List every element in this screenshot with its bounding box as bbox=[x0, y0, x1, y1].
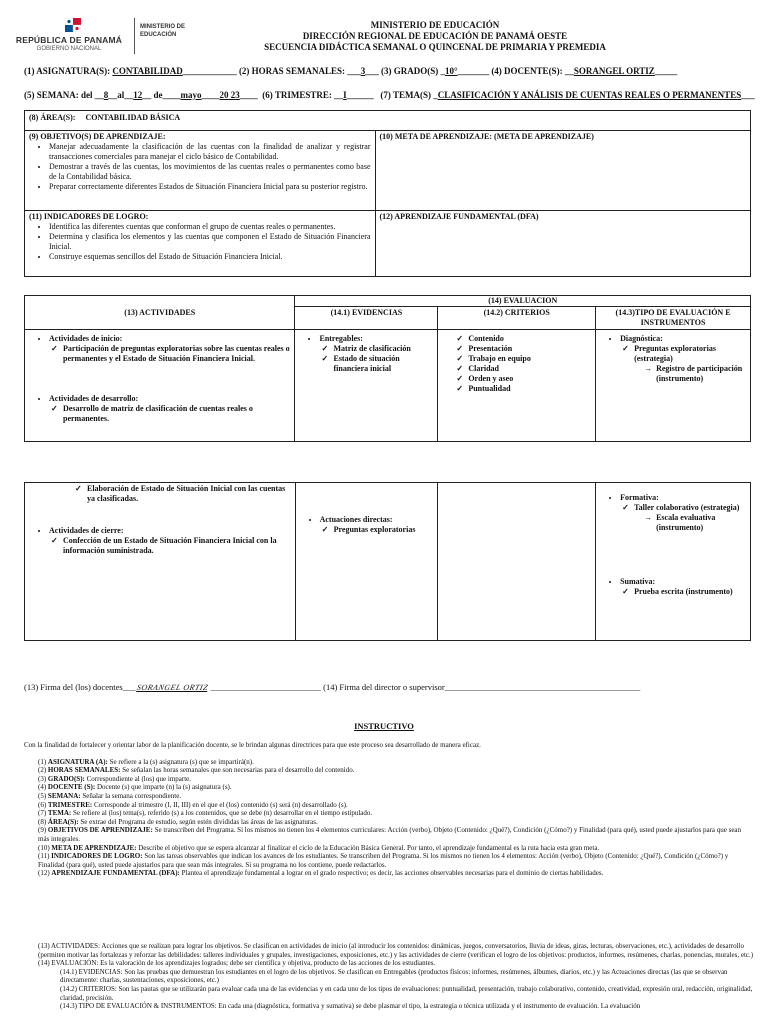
logo-text: REPÚBLICA DE PANAMÁ bbox=[15, 35, 123, 45]
criterios-cell bbox=[438, 330, 596, 442]
directas-cell bbox=[295, 483, 438, 641]
activities-table-continued bbox=[24, 482, 751, 641]
directas-label: • Actuaciones directas: ✓ Preguntas exploratorias bbox=[320, 515, 434, 535]
instructivo-item: (3) GRADO(S): Correspondiente al (los) que imparte. bbox=[38, 774, 192, 783]
criterios-header: (14.2) CRITERIOS bbox=[438, 307, 596, 330]
asignatura-value: CONTABILIDAD bbox=[112, 66, 183, 76]
diagnostica-item: ✓ Preguntas exploratorias (estrategia) → Registro de participación (instrumento) bbox=[634, 344, 746, 384]
grado-value: 10° bbox=[444, 66, 458, 76]
evidencias-header: (14.1) EVIDENCIAS bbox=[295, 307, 438, 330]
tipo-header: (14.3)TIPO DE EVALUACIÓN E INSTRUMENTOS bbox=[596, 307, 751, 330]
instructivo-item: (2) HORAS SEMANALES: Se señalan las horas semanales que son necesarias para el desarrollo del contenido. bbox=[38, 766, 355, 775]
fields-row-2: (5) SEMANA: del __8__al__12__ de____mayo____20 23____ (6) TRIMESTRE: __I______ (7) TEMA(S) _CLASIFICACIÓN Y ANÁLISIS DE CUENTAS REALES O PERMANENTES___ bbox=[24, 90, 755, 100]
directas-item: ✓ Preguntas exploratorias bbox=[334, 525, 434, 535]
instructivo-item-13: (13) ACTIVIDADES: Acciones que se realizan para lograr los objetivos. Se clasifican en actividades de inicio (al introducir los contenidos: dinámicas, juegos, conversatorios, lluvia de ideas, giras, lecturas, observaciones, etc.), actividades de desarrollo (permiten motivar las fortalezas y reforzar las debilidades: talleres individuales y grupales, investigaciones, exposiciones, etc.) y las actividades de cierre (verifican el logro de los objetivos: productos, informes, resúmenes, charlas, ponencias, murales, etc.) bbox=[38, 942, 754, 959]
desarrollo-item: ✓ Desarrollo de matriz de clasificación de cuentas reales o permanentes. bbox=[63, 404, 290, 424]
logo-divider bbox=[134, 18, 135, 54]
criterios-cont-cell bbox=[438, 483, 596, 641]
diagnostica-sub: → Registro de participación (instrumento) bbox=[656, 364, 746, 384]
cierre-label: • Actividades de cierre: ✓ Confección de un Estado de Situación Financiera Inicial con la información suministrada. bbox=[49, 526, 291, 556]
criterio-item: ✓ Claridad bbox=[468, 364, 591, 374]
evidencias-cell bbox=[295, 330, 438, 442]
fields-row-1: (1) ASIGNATURA(S): CONTABILIDAD____________ (2) HORAS SEMANALES: ___3___ (3) GRADO(S) _10°_______ (4) DOCENTE(S): __SORANGEL ORTIZ_____ bbox=[24, 66, 678, 76]
objetivos-label: (9) OBJETIVO(S) DE APRENDIZAJE: bbox=[29, 132, 166, 141]
header-line-1: MINISTERIO DE EDUCACIÓN bbox=[370, 20, 500, 30]
inicio-label: • Actividades de inicio: ✓ Participación de preguntas exploratorias sobre las cuentas reales o permanentes y el Estado de Situación Financiera Inicial. bbox=[49, 334, 290, 364]
sumativa-label: • Sumativa: ✓ Prueba escrita (instrumento) bbox=[620, 577, 746, 597]
instructivo-item: (11) INDICADORES DE LOGRO: Son las tareas observables que indican los avances de los estudiantes. Se transcriben del Programa. Si los mismos no tienen los 4 elementos: Acción (verbo), Objeto (Contenido: ¿Qué?), Condición (¿Cómo?) y Finalidad (para qué), usted puede ajustarlos para que sean más integrales. Si su programa no los contiene, puede redactarlos. bbox=[38, 852, 729, 869]
formativa-item: ✓ Taller colaborativo (estrategia) → Escala evaluativa (instrumento) bbox=[634, 503, 746, 533]
header-line-3: SECUENCIA DIDÁCTICA SEMANAL O QUINCENAL DE PRIMARIA Y PREMEDIA bbox=[264, 42, 606, 52]
docente-signature: SORANGEL ORTIZ bbox=[136, 683, 210, 692]
instructivo-item-14-3: (14.3) TIPO DE EVALUACIÓN & INSTRUMENTOS: En cada una (diagnóstica, formativa y sumativa) se debe plasmar el tipo, la estrategia o técnica utilizada y el instrumento de evaluación. La evaluación bbox=[60, 1002, 641, 1011]
sumativa-item: ✓ Prueba escrita (instrumento) bbox=[634, 587, 746, 597]
logo-subtext: GOBIERNO NACIONAL bbox=[36, 46, 102, 52]
formativa-label: • Formativa: ✓ Taller colaborativo (estrategia) → Escala evaluativa (instrumento) bbox=[620, 493, 746, 533]
meta-cell: (10) META DE APRENDIZAJE: (META DE APRENDIZAJE) bbox=[375, 131, 750, 211]
instructivo-item: (8) ÁREA(S): Se extrae del Programa de estudio, según estén divididas las áreas de las asignaturas. bbox=[38, 817, 318, 826]
inicio-item: ✓ Participación de preguntas exploratorias sobre las cuentas reales o permanentes y el Estado de Situación Financiera Inicial. bbox=[63, 344, 290, 364]
objetivo-item: • Preparar correctamente diferentes Estados de Situación Financiera Inicial para su posterior registro. bbox=[49, 182, 371, 192]
header-line-2: DIRECCIÓN REGIONAL DE EDUCACIÓN DE PANAMÁ OESTE bbox=[302, 31, 568, 41]
criterio-item: ✓ Trabajo en equipo bbox=[468, 354, 591, 364]
logo-block bbox=[8, 16, 130, 56]
criterio-item: ✓ Presentación bbox=[468, 344, 591, 354]
indicador-item: • Construye esquemas sencillos del Estado de Situación Financiera Inicial. bbox=[49, 252, 371, 262]
tema-value: CLASIFICACIÓN Y ANÁLISIS DE CUENTAS REALES O PERMANENTES bbox=[437, 90, 742, 100]
indicadores-cell bbox=[25, 211, 376, 277]
desarrollo-label: • Actividades de desarrollo: ✓ Desarrollo de matriz de clasificación de cuentas reales o permanentes. bbox=[49, 394, 290, 424]
entregables-label: • Entregables: ✓ Matriz de clasificación ✓ Estado de situación financiera inicial bbox=[319, 334, 433, 374]
actividades-cell bbox=[25, 330, 295, 442]
instructivo-item: (4) DOCENTE (S): Docente (s) que imparte (n) la (s) asignatura (s). bbox=[38, 783, 232, 792]
tipo-cont-cell bbox=[596, 483, 751, 641]
criterio-item: ✓ Puntualidad bbox=[468, 384, 591, 394]
entregable-item: ✓ Estado de situación financiera inicial bbox=[333, 354, 433, 374]
instructivo-intro: Con la finalidad de fortalecer y orientar labor de la planificación docente, se le brindan algunas directrices para que este proceso sea desarrollado de manera eficaz. bbox=[24, 741, 481, 749]
criterio-item: ✓ Orden y aseo bbox=[468, 374, 591, 384]
instructivo-item: (7) TEMA: Se refiere al (los) tema(s), referido (s) a los contenidos, que se debe (n) desarrollar en el tiempo estipulado. bbox=[38, 809, 373, 818]
instructivo-item: (10) META DE APRENDIZAJE: Describe el objetivo que se espera alcanzar al finalizar el ciclo de la Educación Básica General. Por tanto, el aprendizaje fundamental es la ruta hacia esta gran meta. bbox=[38, 843, 600, 852]
semana-al: 12 bbox=[133, 90, 143, 100]
elaboracion-item: ✓ Elaboración de Estado de Situación Inicial con las cuentas ya clasificadas. bbox=[87, 484, 291, 504]
dfa-cell: (12) APRENDIZAJE FUNDAMENTAL (DFA) bbox=[375, 211, 750, 277]
evaluacion-header: (14) EVALUACION bbox=[295, 296, 751, 307]
area-cell: (8) ÁREA(S): CONTABILIDAD BÁSICA bbox=[25, 111, 751, 131]
instructivo-item-14: (14) EVALUACIÓN: Es la valoración de los aprendizajes logrados; debe ser científica y objetiva, producto de las acciones de los estudiantes. bbox=[38, 959, 436, 968]
planning-table bbox=[24, 110, 751, 277]
entregable-item: ✓ Matriz de clasificación bbox=[333, 344, 433, 354]
instructivo-item: (1) ASIGNATURA (A): Se refiere a la (s) asignatura (s) que se impartirá(n). bbox=[38, 757, 254, 766]
instructivo-body bbox=[24, 741, 754, 878]
objetivo-item: • Manejar adecuadamente la clasificación de las cuentas con la finalidad de analizar y registrar transacciones comerciales para manejar el ciclo básico de Contabilidad. bbox=[49, 142, 371, 162]
panama-flag-icon bbox=[65, 18, 81, 32]
diagnostica-label: • Diagnóstica: ✓ Preguntas exploratorias (estrategia) → Registro de participación (instrumento) bbox=[620, 334, 746, 384]
instructivo-item: (6) TRIMESTRE: Corresponde al trimestre (I, II, III) en el que el (los) contenido (s) será (n) desarrollado (s). bbox=[38, 800, 348, 809]
criterio-item: ✓ Contenido bbox=[468, 334, 591, 344]
semana-mes: mayo bbox=[180, 90, 202, 100]
instructivo-item: (12) APRENDIZAJE FUNDAMENTAL (DFA): Plantea el aprendizaje fundamental a lograr en el grado respectivo; es decir, las acciones observables necesarias para el dominio de ciertas habilidades. bbox=[38, 869, 604, 878]
firma-docente-label: (13) Firma del (los) docentes bbox=[24, 682, 123, 692]
activities-table bbox=[24, 295, 751, 442]
instructivo-item: (9) OBJETIVOS DE APRENDIZAJE: Se transcriben del Programa. Si los mismos no tienen los 4 elementos curriculares: Acción (verbo), Objeto (Contenido: ¿Qué?), Condición (¿Cómo?) y Finalidad (para qué), usted puede ajustarlos para que sean más integrales. bbox=[38, 826, 742, 843]
indicadores-label: (11) INDICADORES DE LOGRO: bbox=[29, 212, 149, 221]
instructivo-body-2 bbox=[38, 942, 754, 1011]
area-value: CONTABILIDAD BÁSICA bbox=[85, 113, 181, 122]
objetivos-cell bbox=[25, 131, 376, 211]
firma-director-label: (14) Firma del director o supervisor bbox=[323, 682, 445, 692]
instructivo-item-14-2: (14.2) CRITERIOS: Son las pautas que se utilizarán para evaluar cada una de las evidencias y en cada uno de los tipos de evaluaciones: puntualidad, presentación, trabajo colaborativo, contenido, creatividad, expresión oral, redacción, originalidad, claridad, precisión. bbox=[60, 984, 753, 1002]
horas-value: 3 bbox=[360, 66, 366, 76]
trimestre-value: I bbox=[343, 90, 347, 100]
instructivo-item-14-1: (14.1) EVIDENCIAS: Son las pruebas que demuestran los estudiantes en el logro de los objetivos. Se clasifican en Entregables (productos físicos: informes, resúmenes, álbumes, diarios, etc.) y las Actuaciones directas (las que se observan directamente: charlas, sustentaciones, exposiciones, etc.) bbox=[60, 967, 728, 985]
signature-line: (13) Firma del (los) docentes___SORANGEL ORTIZ__________________________ (14) Firma del director o supervisor______________________________________________ bbox=[24, 682, 641, 692]
indicador-item: • Determina y clasifica los elementos y las cuentas que componen el Estado de Situación Financiera Inicial. bbox=[49, 232, 371, 252]
formativa-sub: → Escala evaluativa (instrumento) bbox=[656, 513, 746, 533]
indicador-item: • Identifica las diferentes cuentas que conforman el grupo de cuentas reales o permanentes. bbox=[49, 222, 371, 232]
objetivo-item: • Demostrar a través de las cuentas, los movimientos de las cuentas reales o permanentes como base de la Contabilidad básica. bbox=[49, 162, 371, 182]
semana-anio: 20 23 bbox=[219, 90, 240, 100]
docente-value: SORANGEL ORTIZ bbox=[573, 66, 655, 76]
actividades-header: (13) ACTIVIDADES bbox=[25, 296, 295, 330]
semana-del: 8 bbox=[103, 90, 109, 100]
actividades-cont-cell bbox=[25, 483, 296, 641]
tipo-cell bbox=[596, 330, 751, 442]
cierre-item: ✓ Confección de un Estado de Situación Financiera Inicial con la información suministrada. bbox=[63, 536, 291, 556]
instructivo-item: (5) SEMANA: Señalar la semana correspondiente. bbox=[38, 791, 182, 800]
ministry-box-text: MINISTERIO DE EDUCACIÓN bbox=[140, 24, 186, 38]
instructivo-title: INSTRUCTIVO bbox=[354, 721, 414, 731]
